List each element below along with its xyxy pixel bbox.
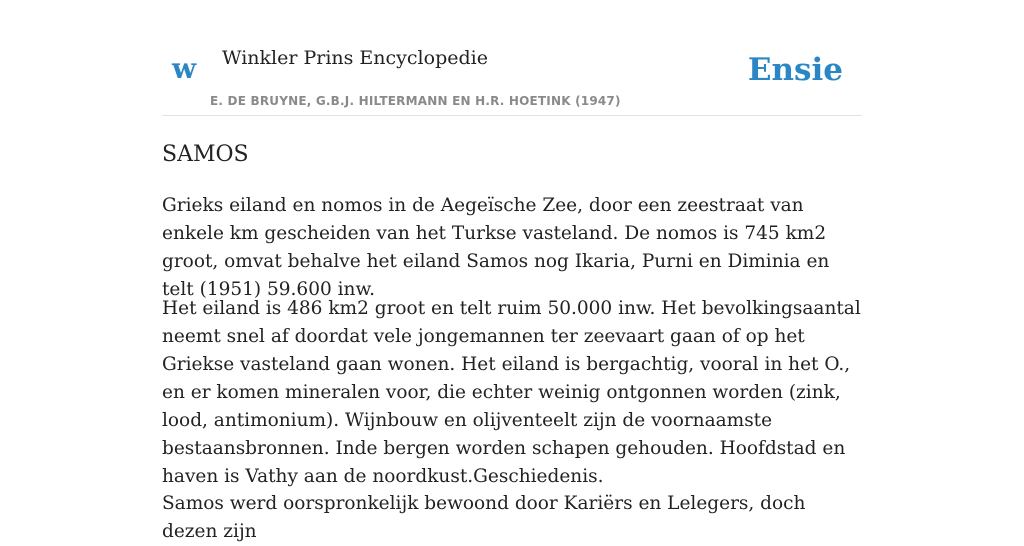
page xyxy=(162,0,862,542)
site-title[interactable]: Winkler Prins Encyclopedie xyxy=(222,47,488,69)
article-paragraph: Samos werd oorspronkelijk bewoond door Kariërs en Lelegers, doch dezen zijn xyxy=(162,493,806,542)
article-paragraph: Het eiland is 486 km2 groot en telt ruim 50.000 inw. Het bevolkingsaantal neemt snel af doordat vele jongemannen ter zeevaart gaan of op het Griekse vasteland gaan wonen. Het eiland is bergachtig, vooral in het O., en er komen mineralen voor, die echter weinig ontgonnen worden (zink, lood, antimonium). Wijnbouw en olijventeelt zijn de voornaamste bestaansbronnen. Inde bergen worden schapen gehouden. Hoofdstad en haven is Vathy aan de noordkust.Geschiedenis. xyxy=(162,298,861,487)
authors-line: E. DE BRUYNE, G.B.J. HILTERMANN EN H.R. HOETINK (1947) xyxy=(210,94,621,108)
article-paragraph: Grieks eiland en nomos in de Aegeïsche Zee, door een zeestraat van enkele km gescheiden van het Turkse vasteland. De nomos is 745 km2 groot, omvat behalve het eiland Samos nog Ikaria, Purni en Diminia en telt (1951) 59.600 inw. xyxy=(162,195,830,300)
article-title: SAMOS xyxy=(162,142,249,167)
brand-logo[interactable]: Ensie xyxy=(747,52,843,88)
site-logo[interactable]: w xyxy=(172,52,197,85)
site-header xyxy=(162,0,862,116)
